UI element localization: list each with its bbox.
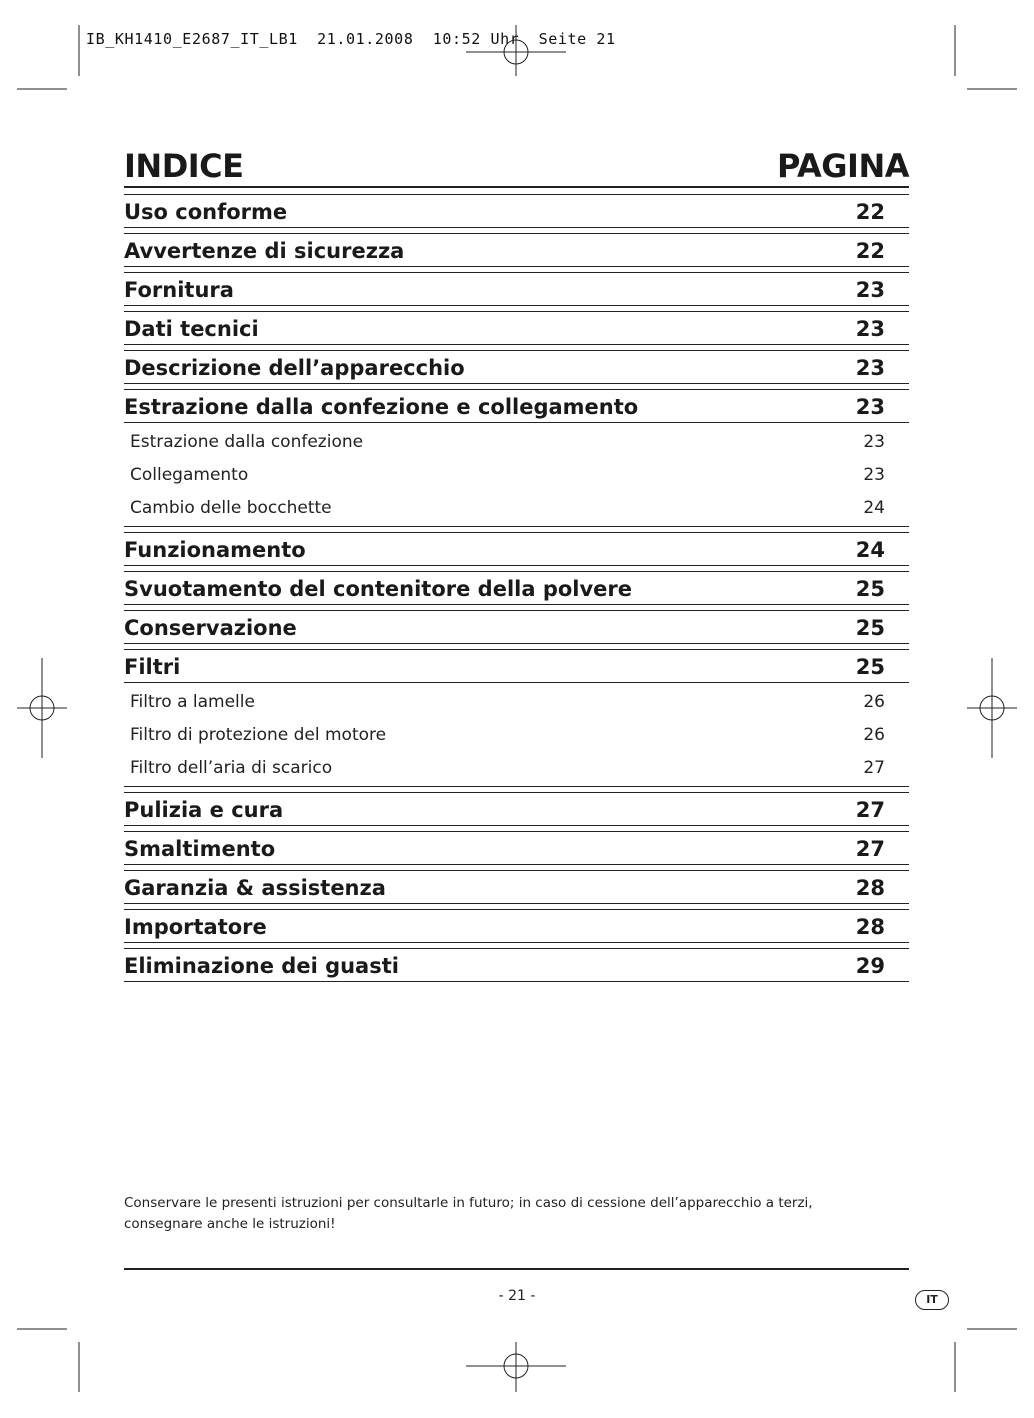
toc-entry-label: Eliminazione dei guasti bbox=[124, 954, 399, 978]
toc-entry bbox=[124, 870, 909, 904]
toc-subentry bbox=[124, 427, 909, 460]
toc-entry-page: 27 bbox=[855, 798, 885, 822]
toc-entry-label: Svuotamento del contenitore della polvere bbox=[124, 577, 633, 601]
toc-entry-page: 27 bbox=[855, 837, 885, 861]
toc-subentry bbox=[124, 493, 909, 526]
toc-subentry-page: 26 bbox=[863, 725, 885, 745]
toc-entry bbox=[124, 194, 909, 228]
toc-entry-label: Dati tecnici bbox=[124, 317, 259, 341]
toc-subentry-page: 27 bbox=[863, 758, 885, 778]
toc-entry bbox=[124, 233, 909, 267]
toc-entry bbox=[124, 610, 909, 644]
footer-rule bbox=[124, 1268, 909, 1270]
toc-entry-page: 28 bbox=[855, 915, 885, 939]
toc-entry-page: 24 bbox=[855, 538, 885, 562]
toc-entry bbox=[124, 792, 909, 826]
toc-entry-label: Importatore bbox=[124, 915, 267, 939]
toc-entry-page: 28 bbox=[855, 876, 885, 900]
toc-entry-page: 22 bbox=[855, 239, 885, 263]
toc-entry-label: Garanzia & assistenza bbox=[124, 876, 386, 900]
toc-entry-label: Smaltimento bbox=[124, 837, 276, 861]
toc-subentry-page: 23 bbox=[863, 432, 885, 452]
toc-subentry-group bbox=[124, 683, 909, 787]
toc-subentry bbox=[124, 687, 909, 720]
toc-subentry-label: Filtro a lamelle bbox=[130, 692, 255, 712]
toc-entry-label: Pulizia e cura bbox=[124, 798, 284, 822]
registration-mark-left bbox=[17, 658, 67, 758]
toc-subentry bbox=[124, 720, 909, 753]
toc-entry-label: Conservazione bbox=[124, 616, 297, 640]
toc-entry-label: Funzionamento bbox=[124, 538, 306, 562]
toc-entry bbox=[124, 311, 909, 345]
toc-entry-page: 25 bbox=[855, 655, 885, 679]
toc-subentry-page: 26 bbox=[863, 692, 885, 712]
table-of-contents bbox=[124, 194, 909, 987]
toc-entry bbox=[124, 532, 909, 566]
toc-entry bbox=[124, 909, 909, 943]
toc-entry-label: Uso conforme bbox=[124, 200, 288, 224]
toc-header bbox=[124, 146, 909, 188]
toc-entry bbox=[124, 272, 909, 306]
language-badge: IT bbox=[915, 1290, 949, 1310]
print-slug-line: IB_KH1410_E2687_IT_LB1 21.01.2008 10:52 Uhr Seite 21 bbox=[86, 30, 616, 48]
toc-subentry-label: Filtro di protezione del motore bbox=[130, 725, 387, 745]
toc-entry-label: Avvertenze di sicurezza bbox=[124, 239, 405, 263]
toc-entry-page: 23 bbox=[855, 278, 885, 302]
toc-entry bbox=[124, 649, 909, 683]
toc-entry-label: Descrizione dell’apparecchio bbox=[124, 356, 465, 380]
toc-entry-page: 23 bbox=[855, 395, 885, 419]
toc-title: INDICE bbox=[124, 147, 244, 185]
toc-subentry bbox=[124, 460, 909, 493]
keep-instructions-note bbox=[124, 1193, 824, 1235]
toc-entry bbox=[124, 571, 909, 605]
toc-entry-page: 29 bbox=[855, 954, 885, 978]
page-number: - 21 - bbox=[498, 1288, 536, 1304]
registration-mark-right bbox=[967, 658, 1017, 758]
toc-subentry-label: Collegamento bbox=[130, 465, 249, 485]
toc-subentry-group bbox=[124, 423, 909, 527]
toc-page-heading: PAGINA bbox=[777, 147, 909, 185]
registration-mark-top bbox=[466, 25, 566, 76]
toc-entry-label: Fornitura bbox=[124, 278, 234, 302]
registration-mark-bottom bbox=[466, 1342, 566, 1392]
toc-subentry-label: Filtro dell’aria di scarico bbox=[130, 758, 333, 778]
toc-entry-page: 25 bbox=[855, 577, 885, 601]
toc-entry bbox=[124, 350, 909, 384]
toc-entry-page: 25 bbox=[855, 616, 885, 640]
toc-entry bbox=[124, 831, 909, 865]
note-line-2: consegnare anche le istruzioni! bbox=[124, 1216, 336, 1232]
toc-entry-page: 22 bbox=[855, 200, 885, 224]
toc-subentry-label: Cambio delle bocchette bbox=[130, 498, 332, 518]
toc-subentry-page: 23 bbox=[863, 465, 885, 485]
note-line-1: Conservare le presenti istruzioni per consultarle in futuro; in caso di cessione dell’apparecchio a terzi, bbox=[124, 1195, 813, 1211]
toc-subentry-page: 24 bbox=[863, 498, 885, 518]
toc-subentry-label: Estrazione dalla confezione bbox=[130, 432, 364, 452]
toc-entry-page: 23 bbox=[855, 317, 885, 341]
toc-entry bbox=[124, 948, 909, 982]
toc-entry-page: 23 bbox=[855, 356, 885, 380]
toc-entry-label: Filtri bbox=[124, 655, 181, 679]
toc-entry-label: Estrazione dalla confezione e collegamento bbox=[124, 395, 639, 419]
toc-entry bbox=[124, 389, 909, 423]
toc-subentry bbox=[124, 753, 909, 786]
